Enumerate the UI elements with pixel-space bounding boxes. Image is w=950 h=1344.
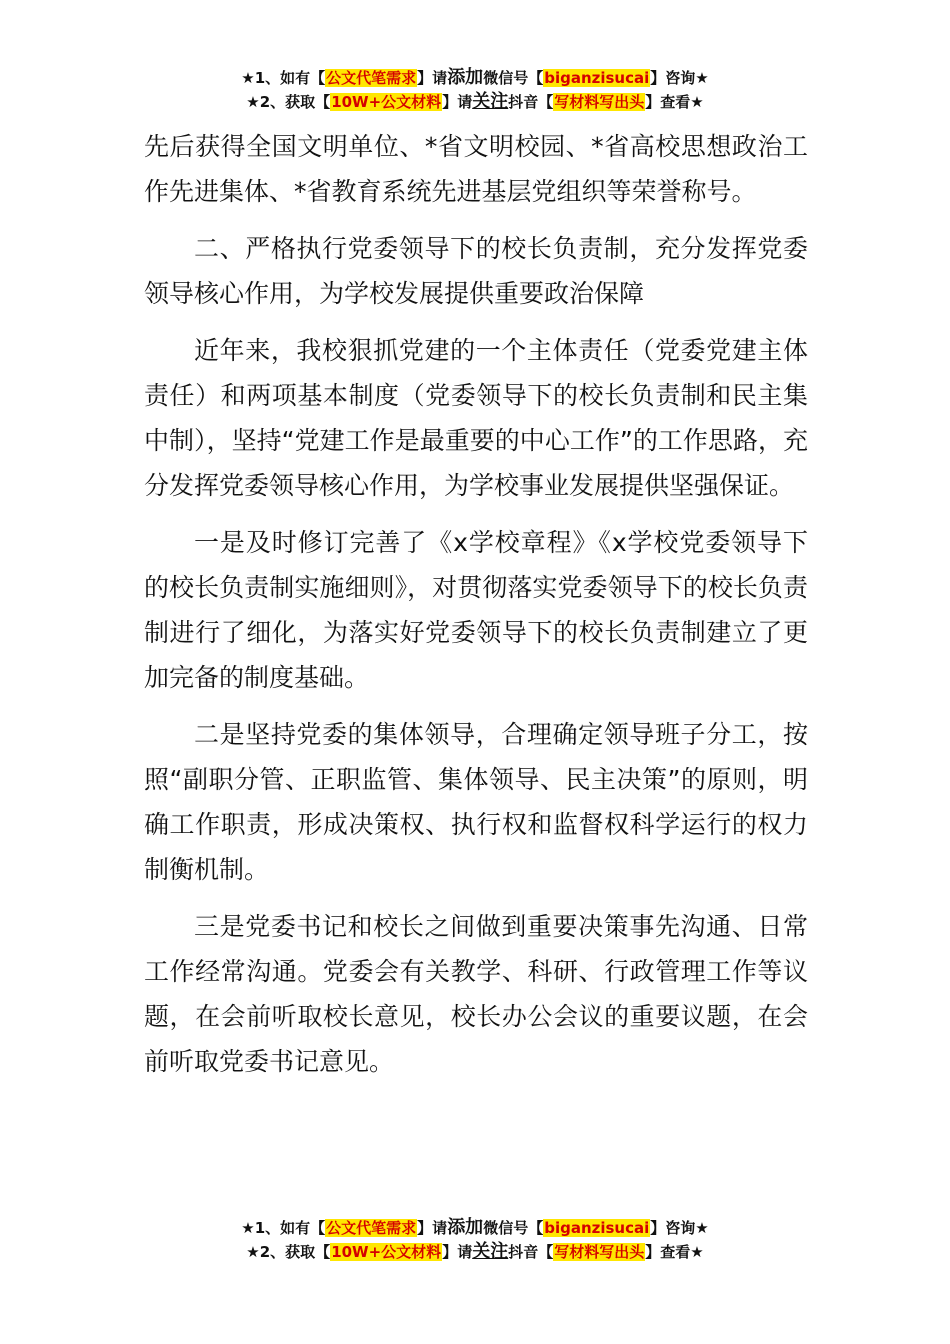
banner-highlight: 10W+公文材料 — [331, 1243, 442, 1261]
banner-text: 】请 — [442, 93, 473, 111]
banner-text: 】请 — [442, 1243, 473, 1261]
banner-douyin-id: 写材料写出头 — [554, 93, 645, 111]
banner-highlight: 10W+公文材料 — [331, 93, 442, 111]
banner-douyin-id: 写材料写出头 — [554, 1243, 645, 1261]
footer-banner — [0, 1216, 950, 1264]
banner-text: 】查看★ — [645, 93, 704, 111]
banner-emphasis: 添加 — [447, 1217, 484, 1238]
banner-highlight: 公文代笔需求 — [326, 69, 417, 87]
banner-text: ★1、如有【 — [241, 69, 326, 87]
banner-text: 】请 — [417, 1219, 448, 1237]
header-banner — [0, 66, 950, 114]
banner-highlight: 公文代笔需求 — [326, 1219, 417, 1237]
banner-text: 抖音【 — [508, 93, 554, 111]
banner-wechat-id: biganzisucai — [544, 69, 650, 87]
banner-text: 】咨询★ — [650, 1219, 709, 1237]
section-heading: 二、严格执行党委领导下的校长负责制，充分发挥党委领导核心作用，为学校发展提供重要政治保障 — [144, 234, 808, 308]
paragraph: 二是坚持党委的集体领导，合理确定领导班子分工，按照“副职分管、正职监管、集体领导、民主决策”的原则，明确工作职责，形成决策权、执行权和监督权科学运行的权力制衡机制。 — [144, 720, 808, 884]
banner-line-1 — [0, 1216, 950, 1240]
banner-text: ★2、获取【 — [246, 1243, 331, 1261]
banner-emphasis: 关注 — [472, 1241, 509, 1262]
paragraph: 三是党委书记和校长之间做到重要决策事先沟通、日常工作经常沟通。党委会有关教学、科研、行政管理工作等议题，在会前听取校长意见，校长办公会议的重要议题，在会前听取党委书记意见。 — [144, 912, 808, 1076]
banner-wechat-id: biganzisucai — [544, 1219, 650, 1237]
banner-text: 微信号【 — [483, 69, 544, 87]
banner-emphasis: 关注 — [472, 91, 509, 112]
banner-line-2 — [0, 1240, 950, 1264]
paragraph-continued: 先后获得全国文明单位、*省文明校园、*省高校思想政治工作先进集体、*省教育系统先进基层党组织等荣誉称号。 — [144, 132, 808, 206]
banner-text: 】查看★ — [645, 1243, 704, 1261]
banner-line-2 — [0, 90, 950, 114]
banner-text: 微信号【 — [483, 1219, 544, 1237]
banner-text: 抖音【 — [508, 1243, 554, 1261]
banner-line-1 — [0, 66, 950, 90]
banner-text: 】请 — [417, 69, 448, 87]
banner-text: ★2、获取【 — [246, 93, 331, 111]
document-body — [144, 124, 808, 1096]
paragraph: 一是及时修订完善了《x学校章程》《x学校党委领导下的校长负责制实施细则》，对贯彻落实党委领导下的校长负责制进行了细化，为落实好党委领导下的校长负责制建立了更加完备的制度基础。 — [144, 528, 808, 692]
banner-text: 】咨询★ — [650, 69, 709, 87]
banner-emphasis: 添加 — [447, 67, 484, 88]
banner-text: ★1、如有【 — [241, 1219, 326, 1237]
paragraph: 近年来，我校狠抓党建的一个主体责任（党委党建主体责任）和两项基本制度（党委领导下的校长负责制和民主集中制），坚持“党建工作是最重要的中心工作”的工作思路，充分发挥党委领导核心作用，为学校事业发展提供坚强保证。 — [144, 336, 808, 500]
